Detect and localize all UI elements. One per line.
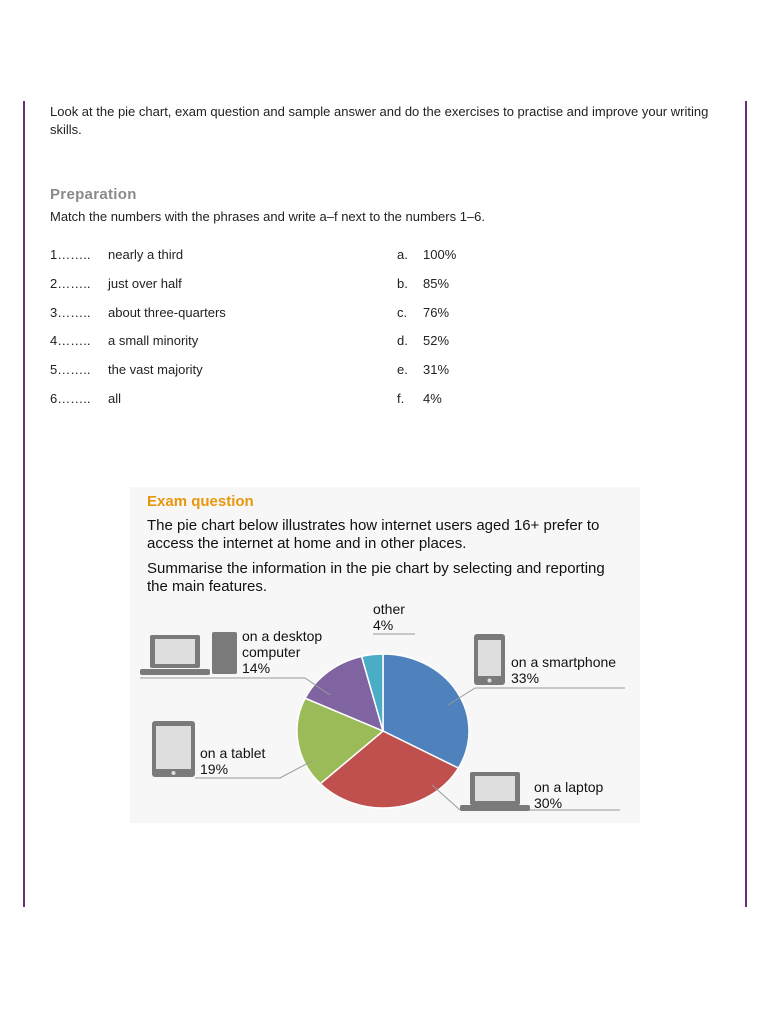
match-row [50, 247, 530, 267]
match-row [50, 276, 530, 296]
match-row [50, 305, 530, 325]
match-number: 4…….. [50, 333, 91, 348]
match-number: 3…….. [50, 305, 91, 320]
label-tablet: on a tablet [200, 745, 266, 761]
tablet-icon [152, 721, 195, 777]
match-phrase: nearly a third [108, 247, 184, 262]
label-smartphone: on a smartphone [511, 654, 617, 670]
exam-question-title: Exam question [147, 493, 254, 510]
match-percentage: 76% [423, 305, 450, 320]
label-desktop: on a desktop [242, 628, 323, 644]
exam-question-task: Summarise the information in the pie chart by selecting and reporting the main features. [147, 560, 605, 595]
match-row [50, 391, 530, 411]
pie-slices [297, 654, 469, 808]
match-number: 5…….. [50, 362, 91, 377]
match-letter: e. [397, 362, 408, 377]
value-other: 4% [373, 617, 394, 633]
value-laptop: 30% [534, 795, 563, 811]
match-percentage: 52% [423, 333, 450, 348]
laptop-icon [140, 635, 210, 675]
leader-line-desktop [140, 678, 330, 695]
label-desktop-line2: computer [242, 644, 301, 660]
value-smartphone: 33% [511, 670, 540, 686]
match-letter: b. [397, 276, 408, 291]
match-number: 2…….. [50, 276, 91, 291]
match-percentage: 31% [423, 362, 450, 377]
match-percentage: 100% [423, 247, 457, 262]
intro-text: Look at the pie chart, exam question and sample answer and do the exercises to practise and improve your writing skills. [50, 104, 709, 137]
match-letter: a. [397, 247, 408, 262]
match-number: 6…….. [50, 391, 91, 406]
value-desktop: 14% [242, 660, 271, 676]
match-letter: f. [397, 391, 405, 406]
match-letter: d. [397, 333, 408, 348]
preparation-heading: Preparation [50, 186, 137, 203]
match-percentage: 4% [423, 391, 442, 406]
match-percentage: 85% [423, 276, 450, 291]
preparation-instruction: Match the numbers with the phrases and write a–f next to the numbers 1–6. [50, 209, 486, 224]
laptop-icon [460, 772, 530, 811]
match-phrase: just over half [108, 276, 182, 291]
desktop-tower-icon [212, 632, 237, 674]
label-other: other [373, 601, 405, 617]
match-row [50, 362, 530, 382]
match-phrase: about three-quarters [108, 305, 226, 320]
left-border-rule [23, 101, 25, 907]
match-row [50, 333, 530, 353]
match-number: 1…….. [50, 247, 91, 262]
leader-line-smartphone [448, 688, 625, 705]
match-phrase: all [108, 391, 122, 406]
match-phrase: the vast majority [108, 362, 203, 377]
match-letter: c. [397, 305, 408, 320]
match-phrase: a small minority [108, 333, 199, 348]
exam-question-text: The pie chart below illustrates how internet users aged 16+ prefer to access the internet at home and in other places. [147, 517, 600, 552]
pie-chart [130, 598, 640, 823]
value-tablet: 19% [200, 761, 229, 777]
label-laptop: on a laptop [534, 779, 604, 795]
right-border-rule [745, 101, 747, 907]
smartphone-icon [474, 634, 505, 685]
